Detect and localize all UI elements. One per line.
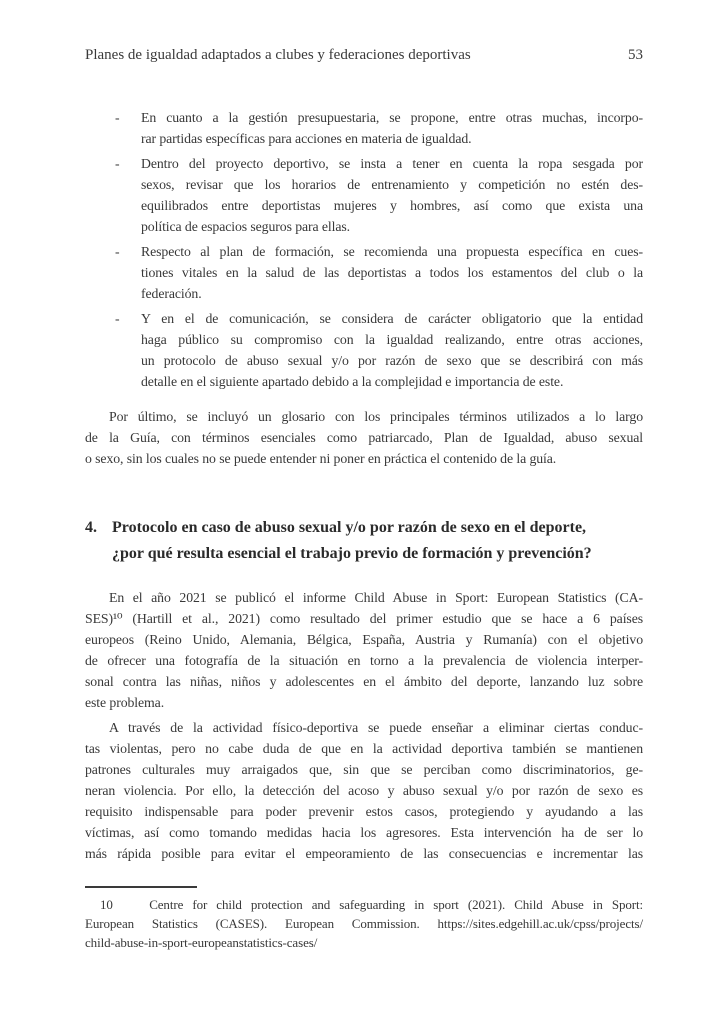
text-line: neran violencia. Por ello, la detección del acoso y abuso sexual y/o por razón de sexo es	[85, 783, 643, 798]
text-line: SES)¹⁰ (Hartill et al., 2021) como resultado del primer estudio que se hace a 6 países	[85, 611, 643, 626]
section-heading	[85, 515, 643, 567]
text-line: víctimas, así como tomando medidas hacia los agresores. Esta intervención ha de ser lo	[85, 825, 643, 840]
text-line: tas violentas, pero no cabe duda de que en la actividad deportiva también se mantienen	[85, 741, 643, 756]
bullet-text	[141, 308, 643, 392]
paragraph-detection	[85, 717, 643, 864]
text-line: Y en el de comunicación, se considera de carácter obligatorio que la entidad	[141, 311, 643, 326]
text-line: de ofrecer una fotografía de la situación en torno a la prevalencia de violencia interper-	[85, 653, 643, 668]
text-line: federación.	[141, 286, 202, 301]
footnote	[85, 895, 643, 952]
page-header	[85, 47, 643, 63]
bullet-dash: -	[115, 311, 120, 326]
section-number: 4.	[85, 519, 97, 536]
page-number: 53	[628, 47, 643, 63]
text-line: Dentro del proyecto deportivo, se insta a tener en cuenta la ropa sesgada por	[141, 156, 643, 171]
text-line: En cuanto a la gestión presupuestaria, se propone, entre otras muchas, incorpo-	[141, 110, 643, 125]
bullet-text	[141, 107, 643, 149]
text-line: En el año 2021 se publicó el informe Child Abuse in Sport: European Statistics (CA-	[109, 590, 643, 605]
text-line: child-abuse-in-sport-europeanstatistics-cases/	[85, 935, 318, 950]
footnote-divider	[85, 886, 197, 888]
text-line: Protocolo en caso de abuso sexual y/o por razón de sexo en el deporte,	[112, 519, 587, 536]
text-line: más rápida posible para evitar el empeoramiento de las consecuencias e incrementar las	[85, 846, 643, 861]
text-line: política de espacios seguros para ellas.	[141, 219, 351, 234]
text-line: Por último, se incluyó un glosario con los principales términos utilizados a lo largo	[109, 409, 643, 424]
bullet-text	[141, 241, 643, 304]
text-line: tiones vitales en la salud de las deportistas a todos los estamentos del club o la	[141, 265, 643, 280]
list-item	[85, 241, 643, 304]
text-line: rar partidas específicas para acciones en materia de igualdad.	[141, 131, 472, 146]
bullet-dash: -	[115, 110, 120, 125]
bullet-list	[85, 107, 643, 392]
paragraph-glossary	[85, 406, 643, 469]
text-line: sonal contra las niñas, niños y adolescentes en el ámbito del deporte, lanzando luz sobre	[85, 674, 643, 689]
list-item	[85, 107, 643, 149]
text-line: patrones culturales muy arraigados que, sin que se perciban como discriminatorios, ge-	[85, 762, 643, 777]
text-line: sexos, revisar que los horarios de entrenamiento y competición no estén des-	[141, 177, 643, 192]
text-line: detalle en el siguiente apartado debido a la complejidad e importancia de este.	[141, 374, 564, 389]
text-line: de la Guía, con términos esenciales como patriarcado, Plan de Igualdad, abuso sexual	[85, 430, 643, 445]
section-title	[112, 515, 643, 567]
running-title: Planes de igualdad adaptados a clubes y federaciones deportivas	[85, 47, 471, 63]
list-item	[85, 308, 643, 392]
bullet-dash: -	[115, 156, 120, 171]
text-line: equilibrados entre deportistas mujeres y hombres, así como que exista una	[141, 198, 643, 213]
paragraph-cases-report	[85, 587, 643, 713]
text-line: requisito indispensable para poder prevenir estos casos, protegiendo y ayudando a las	[85, 804, 643, 819]
bullet-text	[141, 153, 643, 237]
text-line: 10 Centre for child protection and safeguarding in sport (2021). Child Abuse in Sport:	[100, 897, 643, 912]
bullet-dash: -	[115, 244, 120, 259]
text-line: o sexo, sin los cuales no se puede entender ni poner en práctica el contenido de la guía.	[85, 451, 557, 466]
text-line: europeos (Reino Unido, Alemania, Bélgica, España, Austria y Rumanía) con el objetivo	[85, 632, 643, 647]
text-line: Respecto al plan de formación, se recomienda una propuesta específica en cues-	[141, 244, 643, 259]
text-line: A través de la actividad físico-deportiva se puede enseñar a eliminar ciertas conduc-	[109, 720, 643, 735]
list-item	[85, 153, 643, 237]
text-line: haga público su compromiso con la igualdad realizando, entre otras acciones,	[141, 332, 643, 347]
text-line: European Statistics (CASES). European Commission. https://sites.edgehill.ac.uk/cpss/projects/	[85, 916, 643, 931]
text-line: este problema.	[85, 695, 165, 710]
text-line: ¿por qué resulta esencial el trabajo previo de formación y prevención?	[112, 545, 592, 562]
text-line: un protocolo de abuso sexual y/o por razón de sexo que se describirá con más	[141, 353, 643, 368]
